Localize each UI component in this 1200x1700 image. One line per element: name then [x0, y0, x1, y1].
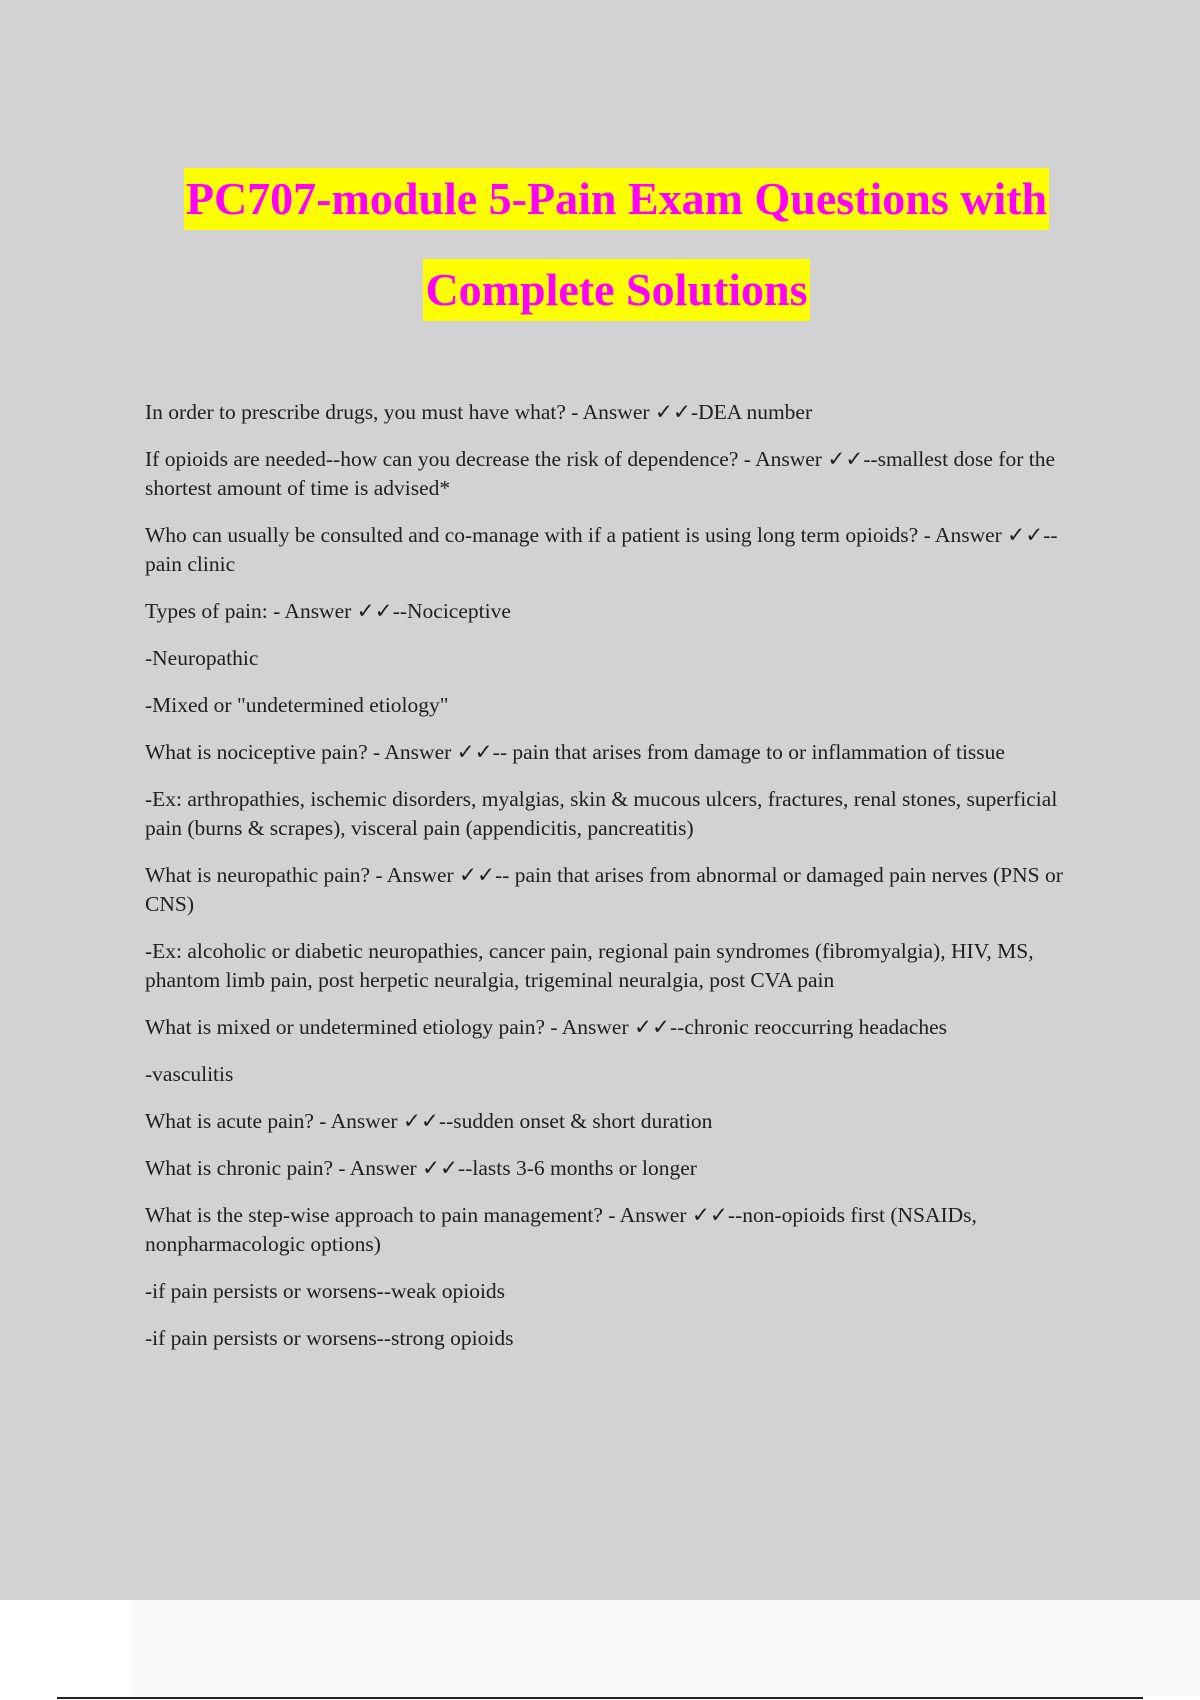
paragraph-2: If opioids are needed--how can you decrease the risk of dependence? - Answer ✓✓--smallest dose for the shortest amount of time is advised* [145, 447, 1056, 500]
paragraph-13: What is acute pain? - Answer ✓✓--sudden onset & short duration [145, 1109, 713, 1133]
document-title [0, 168, 1200, 321]
paragraph-8: -Ex: arthropathies, ischemic disorders, myalgias, skin & mucous ulcers, fractures, renal stones, superficial pain (burns & scrapes), visceral pain (appendicitis, pancreatitis) [145, 787, 1058, 840]
paragraph-4: Types of pain: - Answer ✓✓--Nociceptive [145, 599, 511, 623]
paragraph-16: -if pain persists or worsens--weak opioids [145, 1279, 506, 1303]
title-line-2: Complete Solutions [423, 259, 809, 321]
title-line-1: PC707-module 5-Pain Exam Questions with [184, 168, 1049, 230]
paragraph-9: What is neuropathic pain? - Answer ✓✓-- pain that arises from abnormal or damaged pain nerves (PNS or CNS) [145, 863, 1063, 916]
paragraph-1: In order to prescribe drugs, you must have what? - Answer ✓✓-DEA number [145, 400, 813, 424]
paragraph-15: What is the step-wise approach to pain management? - Answer ✓✓--non-opioids first (NSAIDs, nonpharmacologic options) [145, 1203, 977, 1256]
page-footer-area [0, 1600, 1200, 1700]
footer-shade [130, 1600, 1200, 1696]
document-body [145, 398, 1090, 1371]
paragraph-3: Who can usually be consulted and co-manage with if a patient is using long term opioids? - Answer ✓✓--pain clinic [145, 523, 1058, 576]
paragraph-5: -Neuropathic [145, 646, 259, 670]
paragraph-11: What is mixed or undetermined etiology pain? - Answer ✓✓--chronic reoccurring headaches [145, 1015, 947, 1039]
paragraph-14: What is chronic pain? - Answer ✓✓--lasts 3-6 months or longer [145, 1156, 697, 1180]
paragraph-10: -Ex: alcoholic or diabetic neuropathies, cancer pain, regional pain syndromes (fibromyalgia), HIV, MS, phantom limb pain, post herpetic neuralgia, trigeminal neuralgia, post CVA pain [145, 939, 1034, 992]
paragraph-12: -vasculitis [145, 1062, 234, 1086]
footer-divider [57, 1697, 1143, 1699]
paragraph-7: What is nociceptive pain? - Answer ✓✓-- pain that arises from damage to or inflammation of tissue [145, 740, 1005, 764]
paragraph-6: -Mixed or "undetermined etiology" [145, 693, 449, 717]
paragraph-17: -if pain persists or worsens--strong opioids [145, 1326, 514, 1350]
